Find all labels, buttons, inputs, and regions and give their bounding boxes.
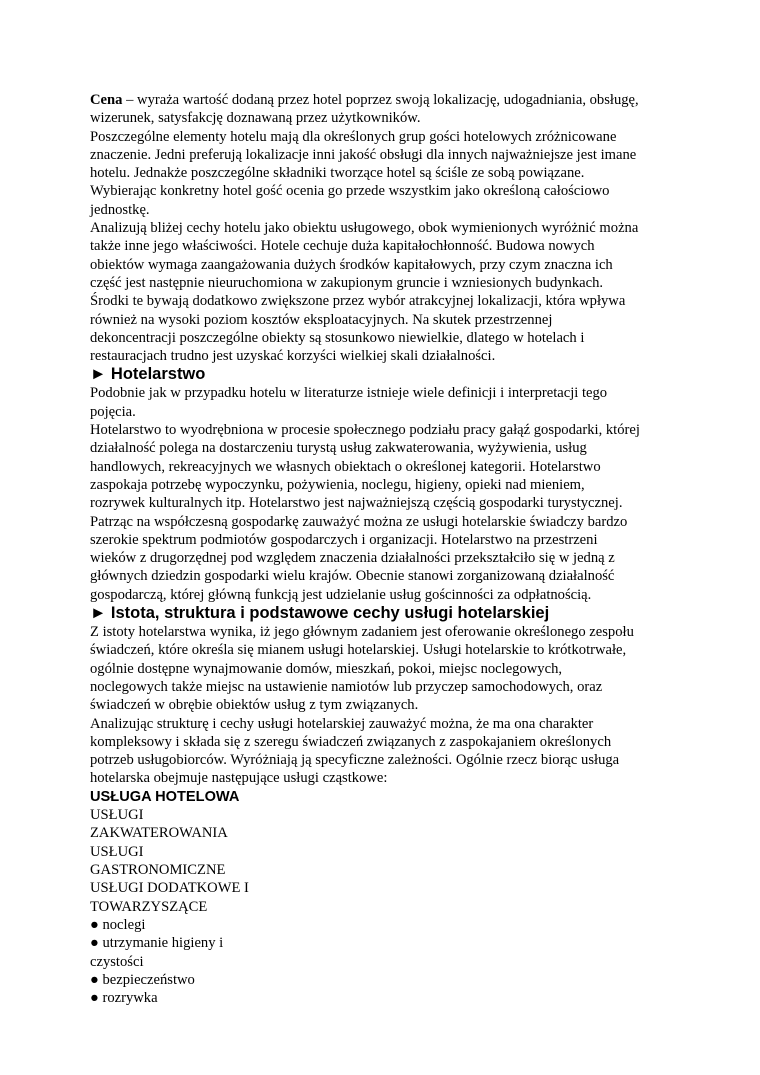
service-line: ZAKWATEROWANIA: [90, 825, 228, 842]
text-line: Analizują bliżej cechy hotelu jako obiektu usługowego, obok wymienionych wyróżnić można: [90, 220, 639, 237]
text-line: również na wysoki poziom kosztów eksploatacyjnych. Na skutek przestrzennej: [90, 311, 553, 328]
text-line: Z istoty hotelarstwa wynika, iż jego głównym zadaniem jest oferowanie określonego zespołu: [90, 624, 634, 641]
document-body: [90, 91, 680, 1007]
text-line: część jest następnie nieuruchomiona w zakupionym gruncie i wzniesionych budynkach.: [90, 274, 604, 291]
text-line: noclegowych także miejsc na ustawienie namiotów lub przyczep samochodowych, oraz: [90, 678, 603, 695]
text-line: gospodarczą, której główną funkcją jest udzielanie usług gościnności za odpłatnością.: [90, 586, 592, 603]
text-line: głównych dziedzin gospodarki wielu krajów. Obecnie stanowi zorganizowaną działalność: [90, 568, 615, 585]
text-line: Podobnie jak w przypadku hotelu w literaturze istnieje wiele definicji i interpretacji tego: [90, 385, 608, 402]
intro-term: Cena: [90, 92, 123, 108]
istota-paragraph-1: [90, 623, 680, 714]
text-line: Hotelarstwo to wyodrębniona w procesie społecznego podziału pracy gałąź gospodarki, której: [90, 422, 640, 439]
text-line: znaczenie. Jedni preferują lokalizacje inni jakość obsługi dla innych najważniejsze jest imane: [90, 146, 637, 163]
text-line: rozrywek kulturalnych itp. Hotelarstwo jest najważniejszą częścią gospodarki turystycznej.: [90, 495, 623, 512]
text-line: ogólnie dostępne wynajmowanie domów, mieszkań, pokoi, miejsc noclegowych,: [90, 660, 563, 677]
service-line: USŁUGI DODATKOWE I: [90, 880, 249, 897]
text-line: kompleksowy i składa się z szeregu świadczeń związanych z zaspokajaniem określonych: [90, 733, 612, 750]
text-line: także inne jego właściwości. Hotele cechuje duża kapitałochłonność. Budowa nowych: [90, 238, 595, 255]
text-line: hotelu. Jednakże poszczególne składniki tworzące hotel są ściśle ze sobą powiązane.: [90, 165, 585, 182]
text-line: zaspokaja potrzebę wypoczynku, pożywienia, noclegu, higieny, opieki nad mieniem,: [90, 476, 585, 493]
text-line: działalność polega na dostarczeniu turystą usług zakwaterowania, wyżywienia, usług: [90, 440, 587, 457]
service-table-lines: [90, 806, 680, 1007]
text-line: Wybierając konkretny hotel gość ocenia go przede wszystkim jako określoną całościowo: [90, 183, 610, 200]
service-line: TOWARZYSZĄCE: [90, 898, 208, 915]
text-line: świadczeń w obrębie obiektów usług z tym związanych.: [90, 697, 419, 714]
service-line: ● bezpieczeństwo: [90, 971, 195, 988]
intro-paragraph: [90, 91, 680, 128]
section-heading-hotelarstwo: ► Hotelarstwo: [90, 365, 206, 384]
text-line: dekoncentracji poszczególne obiekty są stosunkowo niewielkie, dlatego w hotelach i: [90, 329, 585, 346]
text-line: obiektów wymaga zaangażowania dużych środków kapitałowych, przy czym znaczna ich: [90, 256, 613, 273]
text-line: świadczeń, które określa się mianem usługi hotelarskiej. Usługi hotelarskie to krótkotrwałe,: [90, 642, 627, 659]
text-line: Środki te bywają dodatkowo zwiększone przez wybór atrakcyjnej lokalizacji, która wpływa: [90, 293, 626, 310]
text-line: szerokie spektrum podmiotów gospodarczych i organizacji. Hotelarstwo na przestrzeni: [90, 531, 598, 548]
text-line: restauracjach trudno jest uzyskać korzyści wielkiej skali działalności.: [90, 348, 496, 365]
service-line: USŁUGI: [90, 843, 144, 860]
service-line: ● utrzymanie higieny i: [90, 935, 224, 952]
istota-paragraph-2: [90, 715, 680, 788]
analysis-paragraph: [90, 219, 680, 365]
intro-line: wizerunek, satysfakcję doznawaną przez użytkowników.: [90, 110, 421, 127]
service-line: ● rozrywka: [90, 990, 158, 1007]
intro-line: [90, 91, 680, 109]
text-line: Patrząc na współczesną gospodarkę zauważyć można ze usługi hotelarskie świadczy bardzo: [90, 513, 628, 530]
text-line: jednostkę.: [90, 201, 150, 218]
text-line: Poszczególne elementy hotelu mają dla określonych grup gości hotelowych zróżnicowane: [90, 128, 617, 145]
text-line: Analizując strukturę i cechy usługi hotelarskiej zauważyć można, że ma ona charakter: [90, 715, 594, 732]
text-line: pojęcia.: [90, 403, 136, 420]
elements-paragraph: [90, 128, 680, 219]
text-line: handlowych, rekreacyjnych we własnych obiektach o określonej kategorii. Hotelarstwo: [90, 458, 601, 475]
service-line: USŁUGI: [90, 807, 144, 824]
service-line: GASTRONOMICZNE: [90, 862, 226, 879]
section-heading-istota: ► Istota, struktura i podstawowe cechy usługi hotelarskiej: [90, 604, 550, 623]
service-line: ● noclegi: [90, 916, 146, 933]
text-line: hotelarska obejmuje następujące usługi cząstkowe:: [90, 770, 388, 787]
text-line: potrzeb usługobiorców. Wyróżniają ją specyficzne zależności. Ogólnie rzecz biorąc usługa: [90, 752, 620, 769]
intro-line-text: – wyraża wartość dodaną przez hotel poprzez swoją lokalizację, udogadniania, obsługę,: [122, 92, 639, 108]
service-line: czystości: [90, 953, 144, 970]
service-table-title: USŁUGA HOTELOWA: [90, 788, 240, 805]
text-line: wieków z drugorzędnej pod względem znaczenia działalności przekształciło się w jedną z: [90, 550, 615, 567]
hotelarstwo-paragraph-2: [90, 421, 680, 604]
hotelarstwo-paragraph-1: [90, 384, 680, 421]
